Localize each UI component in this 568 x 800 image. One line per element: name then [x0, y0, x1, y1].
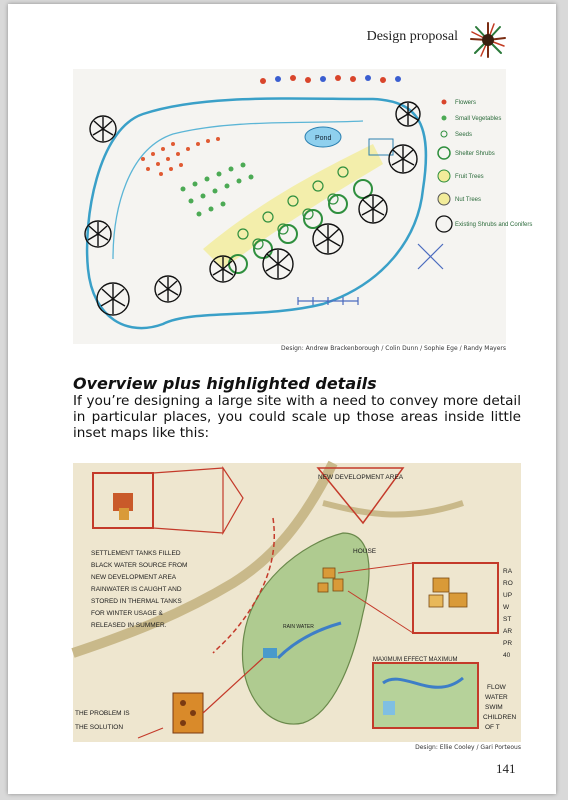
note-right: 40: [503, 652, 511, 659]
section-body-text: If you’re designing a large site with a need to convey more detail in particular places, you could scale up those areas inside little inset maps like this:: [73, 393, 521, 441]
spiky-seed-logo-icon: [470, 22, 506, 58]
site-plan-figure: [73, 69, 533, 344]
site-plan-drawing: [73, 69, 533, 344]
note-problem: THE SOLUTION: [75, 724, 124, 731]
note-max-effect: MAXIMUM EFFECT MAXIMUM: [373, 657, 458, 663]
note-right: AR: [503, 628, 513, 635]
note-settlement: RAINWATER IS CAUGHT AND: [91, 586, 182, 593]
nut-tree-icon: [438, 193, 450, 205]
legend-label: Nut Trees: [455, 197, 482, 203]
document-page: [8, 4, 556, 794]
header-title: Design proposal: [366, 29, 458, 44]
note-settlement: FOR WINTER USAGE &: [91, 610, 163, 617]
note-flow: CHILDREN: [483, 714, 517, 721]
note-house: HOUSE: [353, 548, 377, 555]
legend-label: Fruit Trees: [455, 174, 484, 180]
figure2-caption: Design: Ellie Cooley / Gari Porteous: [415, 744, 521, 751]
note-flow: SWIM: [485, 704, 503, 711]
legend-label: Existing Shrubs and Conifers: [455, 222, 533, 228]
flower-dots-icon: [442, 100, 447, 105]
note-right: W: [503, 604, 510, 611]
note-settlement: BLACK WATER SOURCE FROM: [91, 562, 188, 569]
page-number: 141: [496, 761, 516, 776]
note-right: PR: [503, 640, 513, 647]
note-flow: OF T: [485, 724, 500, 731]
legend-label: Seeds: [455, 132, 473, 138]
inset-map-figure: [73, 463, 521, 742]
pond-label: Pond: [315, 135, 332, 142]
note-right: UP: [503, 592, 513, 599]
note-right: ST: [503, 616, 512, 623]
legend-label: Shelter Shrubs: [455, 151, 495, 157]
note-right: RO: [503, 580, 513, 587]
figure1-caption: Design: Andrew Brackenborough / Colin Dunn / Sophie Ege / Randy Mayers: [281, 345, 506, 352]
note-settlement: STORED IN THERMAL TANKS: [91, 598, 182, 605]
section-heading: Overview plus highlighted details: [73, 374, 377, 393]
note-problem: THE PROBLEM IS: [75, 710, 130, 717]
note-settlement: SETTLEMENT TANKS FILLED: [91, 550, 181, 557]
vegetable-dots-icon: [442, 116, 447, 121]
note-flow: FLOW: [487, 684, 506, 691]
legend-label: Small Vegetables: [455, 116, 502, 122]
legend-label: Flowers: [455, 100, 477, 106]
note-new-development: NEW DEVELOPMENT AREA: [318, 474, 404, 481]
note-flow: WATER: [485, 694, 508, 701]
note-right: RA: [503, 568, 513, 575]
inset-map-drawing: [73, 463, 521, 742]
note-settlement: NEW DEVELOPMENT AREA: [91, 574, 177, 581]
note-rain-water: RAIN WATER: [283, 624, 314, 630]
note-settlement: RELEASED IN SUMMER.: [91, 622, 167, 629]
fruit-tree-icon: [438, 170, 450, 182]
